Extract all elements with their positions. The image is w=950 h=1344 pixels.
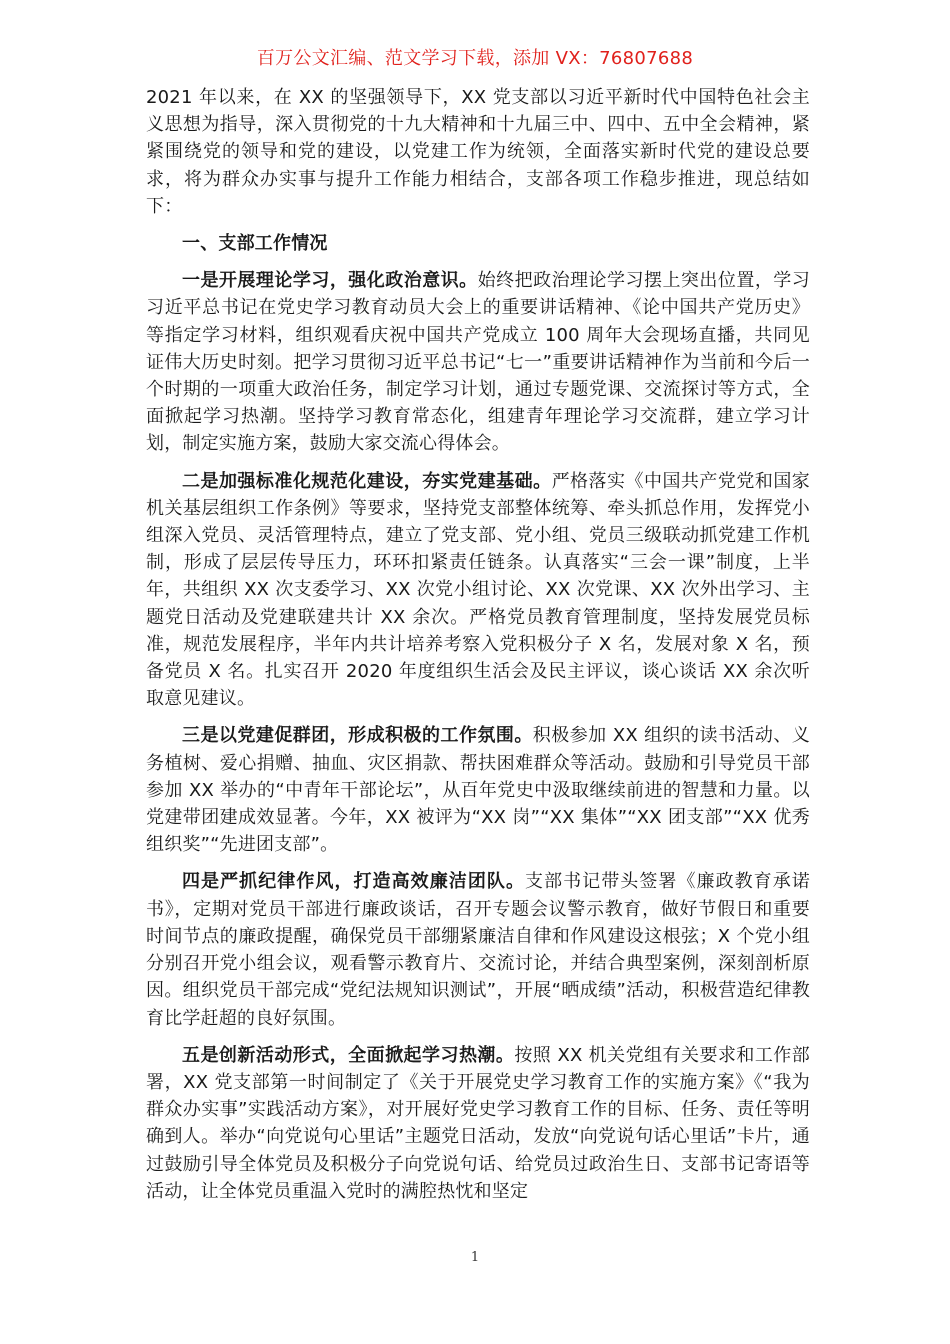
paragraph-text: 严格落实《中国共产党党和国家机关基层组织工作条例》等要求，坚持党支部整体统筹、牵头抓总作用，发挥党小组深入党员、灵活管理特点，建立了党支部、党小组、党员三级联动抓党建工作机制，形成了层层传导压力，环环扣紧责任链条。认真落实“三会一课”制度，上半年，共组织 XX 次支委学习、XX 次党小组讨论、XX 次党课、XX 次外出学习、主题党日活动及党建联建共计 XX 余次。严格党员教育管理制度，坚持发展党员标准，规范发展程序，半年内共计培养考察入党积极分子 X 名，发展对象 X 名，预备党员 X 名。扎实召开 2020 年度组织生活会及民主评议，谈心谈话 XX 余次听取意见建议。: [146, 470, 810, 710]
paragraph-item-2: [146, 468, 810, 713]
paragraph-item-5: [146, 1042, 810, 1205]
paragraph-item-1: [146, 267, 810, 457]
document-body: [146, 84, 810, 1215]
paragraph-lead: 五是创新活动形式，全面掀起学习热潮。: [182, 1044, 515, 1066]
paragraph-text: 始终把政治理论学习摆上突出位置，学习习近平总书记在党史学习教育动员大会上的重要讲话精神、《论中国共产党历史》等指定学习材料，组织观看庆祝中国共产党成立 100 周年大会现场直播，共同见证伟大历史时刻。把学习贯彻习近平总书记“七一”重要讲话精神作为当前和今后一个时期的一项重大政治任务，制定学习计划，通过专题党课、交流探讨等方式，全面掀起学习热潮。坚持学习教育常态化，组建青年理论学习交流群，建立学习计划，制定实施方案，鼓励大家交流心得体会。: [146, 270, 810, 455]
paragraph-lead: 四是严抓纪律作风，打造高效廉洁团队。: [182, 871, 526, 893]
paragraph-text: 支部书记带头签署《廉政教育承诺书》，定期对党员干部进行廉政谈话，召开专题会议警示教育，做好节假日和重要时间节点的廉政提醒，确保党员干部绷紧廉洁自律和作风建设这根弦；X 个党小组分别召开党小组会议，观看警示教育片、交流讨论，并结合典型案例，深刻剖析原因。组织党员干部完成“党纪法规知识测试”，开展“晒成绩”活动，积极营造纪律教育比学赶超的良好氛围。: [146, 871, 810, 1029]
paragraph-item-4: [146, 868, 810, 1031]
page-number: 1: [470, 1250, 480, 1265]
paragraph-text: 按照 XX 机关党组有关要求和工作部署，XX 党支部第一时间制定了《关于开展党史学习教育工作的实施方案》《“我为群众办实事”实践活动方案》，对开展好党史学习教育工作的目标、任务、责任等明确到人。举办“向党说句心里话”主题党日活动，发放“向党说句话心里话”卡片，通过鼓励引导全体党员及积极分子向党说句话、给党员过政治生日、支部书记寄语等活动，让全体党员重温入党时的满腔热忱和坚定: [146, 1044, 810, 1202]
section-heading: 一、支部工作情况: [182, 233, 328, 255]
paragraph-text: 积极参加 XX 组织的读书活动、义务植树、爱心捐赠、抽血、灾区捐款、帮扶困难群众等活动。鼓励和引导党员干部参加 XX 举办的“中青年干部论坛”，从百年党史中汲取继续前进的智慧和力量。以党建带团建成效显著。今年，XX 被评为“XX 岗”“XX 集体”“XX 团支部”“XX 优秀组织奖”“先进团支部”。: [146, 725, 810, 856]
paragraph-lead: 一是开展理论学习，强化政治意识。: [182, 270, 478, 292]
paragraph-item-3: [146, 722, 810, 858]
paragraph-lead: 二是加强标准化规范化建设，夯实党建基础。: [182, 470, 552, 492]
paragraph-lead: 三是以党建促群团，形成积极的工作氛围。: [182, 725, 533, 747]
intro-paragraph: 2021 年以来，在 XX 的坚强领导下，XX 党支部以习近平新时代中国特色社会主义思想为指导，深入贯彻党的十九大精神和十九届三中、四中、五中全会精神，紧紧围绕党的领导和党的建设，以党建工作为统领，全面落实新时代党的建设总要求，将为群众办实事与提升工作能力相结合，支部各项工作稳步推进，现总结如下：: [146, 87, 810, 217]
header-banner: 百万公文汇编、范文学习下载，添加 VX：76807688: [256, 48, 694, 69]
